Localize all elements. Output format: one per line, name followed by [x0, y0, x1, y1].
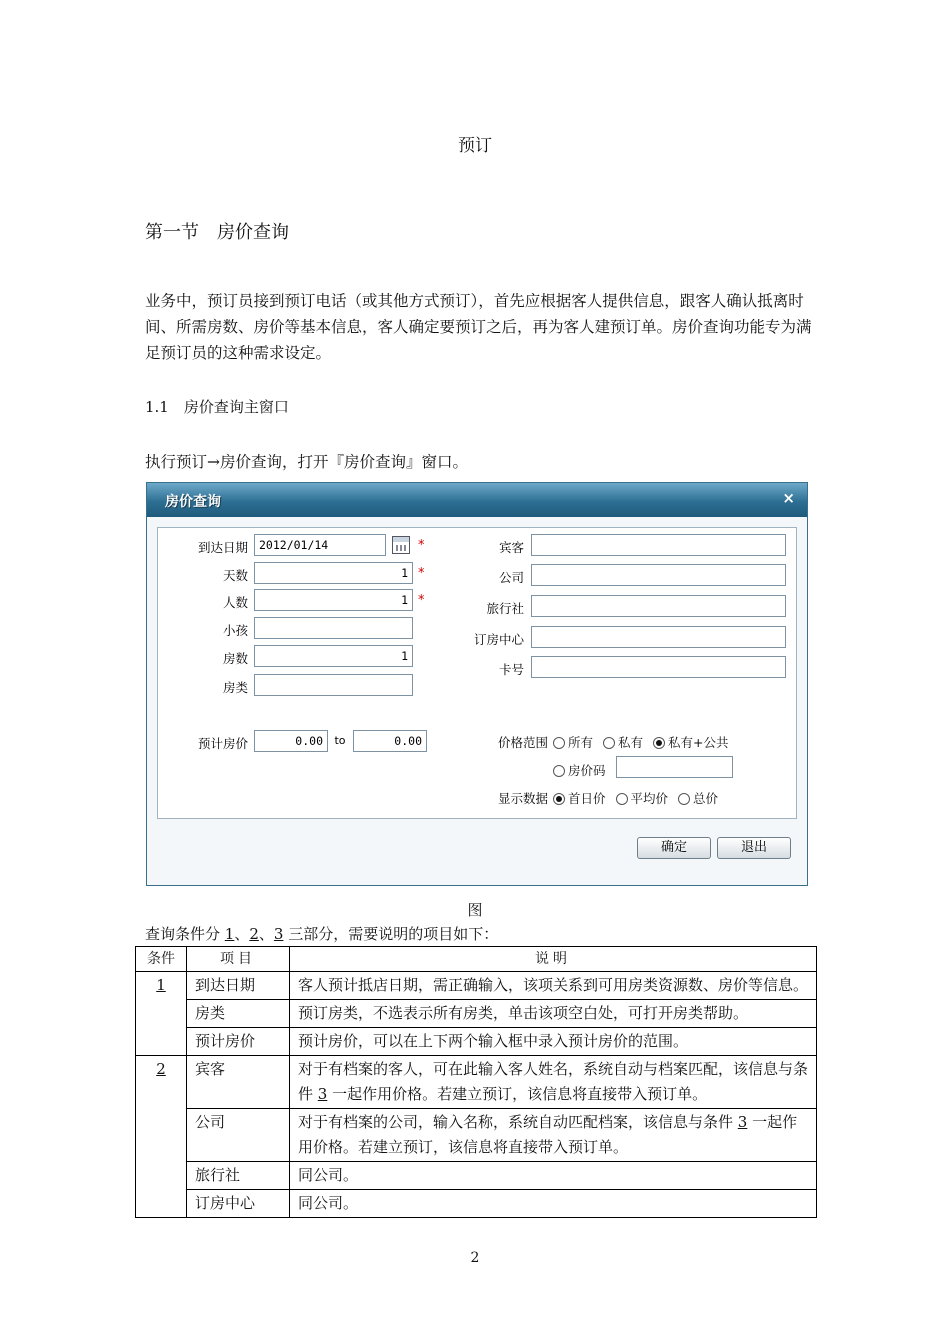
card-number-label: 卡号 [498, 662, 524, 677]
travel-agency-label: 旅行社 [486, 601, 524, 616]
dialog-body [147, 517, 807, 885]
item-cell: 订房中心 [187, 1190, 290, 1218]
rooms-input[interactable]: 1 [254, 645, 413, 667]
instruction-text: 执行预订→房价查询，打开『房价查询』窗口。 [145, 453, 468, 471]
description-cell: 预订房类，不选表示所有房类，单击该项空白处，可打开房类帮助。 [290, 1000, 817, 1028]
description-cell: 预计房价，可以在上下两个输入框中录入预计房价的范围。 [290, 1028, 817, 1056]
table-row [136, 1109, 817, 1162]
subsection-heading: 1.1 房价查询主窗口 [145, 398, 289, 416]
item-cell: 旅行社 [187, 1162, 290, 1190]
radio-icon [553, 737, 565, 749]
children-label: 小孩 [222, 623, 248, 638]
calendar-icon[interactable] [392, 536, 410, 554]
arrival-date-label: 到达日期 [197, 540, 248, 555]
days-input[interactable]: 1 [254, 562, 413, 584]
header-item: 项目 [187, 947, 290, 972]
condition-ref-2: 2 [249, 925, 259, 943]
header-description: 说明 [290, 947, 817, 972]
table-row [136, 1000, 817, 1028]
display-total-option[interactable]: 总价 [678, 791, 718, 806]
price-range-private-option[interactable]: 私有 [603, 735, 643, 750]
radio-icon [678, 793, 690, 805]
description-cell: 同公司。 [290, 1162, 817, 1190]
display-data-group [553, 789, 724, 807]
description-table [135, 946, 817, 1218]
rooms-label: 房数 [222, 651, 248, 666]
condition-cell: 2 [136, 1056, 187, 1218]
close-icon[interactable]: × [782, 489, 795, 507]
item-cell: 宾客 [187, 1056, 290, 1109]
price-range-label: 价格范围 [497, 735, 548, 750]
radio-icon [553, 765, 565, 777]
item-cell: 公司 [187, 1109, 290, 1162]
table-row [136, 1190, 817, 1218]
rate-query-dialog [146, 482, 808, 886]
price-from-input[interactable]: 0.00 [254, 730, 328, 752]
page-number: 2 [470, 1250, 480, 1266]
item-cell: 预计房价 [187, 1028, 290, 1056]
description-cell: 对于有档案的公司，输入名称，系统自动匹配档案，该信息与条件 3 一起作用价格。若建立预订，该信息将直接带入预订单。 [290, 1109, 817, 1162]
price-range-group [553, 733, 734, 751]
table-intro: 查询条件分 1、2、3 三部分，需要说明的项目如下： [145, 925, 499, 943]
table-row [136, 1056, 817, 1109]
required-mark: * [418, 566, 425, 581]
condition-ref-1: 1 [224, 925, 235, 943]
guest-label: 宾客 [498, 540, 524, 555]
dialog-title: 房价查询 [165, 494, 221, 510]
company-label: 公司 [498, 570, 524, 585]
radio-selected-icon [653, 737, 665, 749]
persons-input[interactable]: 1 [254, 589, 413, 611]
figure-caption: 图 [467, 901, 483, 919]
display-data-label: 显示数据 [497, 791, 548, 806]
table-header-row [136, 947, 817, 972]
section-heading: 第一节 房价查询 [145, 222, 289, 243]
room-type-input[interactable] [254, 674, 413, 696]
document-title: 预订 [458, 136, 492, 156]
radio-selected-icon [553, 793, 565, 805]
description-cell: 对于有档案的客人，可在此输入客人姓名，系统自动与档案匹配，该信息与条件 3 一起作用价格。若建立预订，该信息将直接带入预订单。 [290, 1056, 817, 1109]
price-range-private-public-option[interactable]: 私有+公共 [653, 735, 728, 750]
exit-button[interactable]: 退出 [717, 837, 791, 859]
card-number-input[interactable] [531, 656, 786, 678]
table-row [136, 972, 817, 1000]
required-mark: * [418, 538, 425, 553]
guest-input[interactable] [531, 534, 786, 556]
table-row [136, 1028, 817, 1056]
intro-paragraph: 业务中，预订员接到预订电话（或其他方式预订），首先应根据客人提供信息，跟客人确认抵离时间、所需房数、房价等基本信息，客人确定要预订之后，再为客人建预订单。房价查询功能专为满足预订员的这种需求设定。 [145, 292, 812, 362]
price-to-input[interactable]: 0.00 [353, 730, 427, 752]
arrival-date-input[interactable]: 2012/01/14 [254, 534, 386, 556]
display-average-option[interactable]: 平均价 [616, 791, 669, 806]
price-range-all-option[interactable]: 所有 [553, 735, 593, 750]
days-label: 天数 [222, 568, 248, 583]
ok-button[interactable]: 确定 [637, 837, 711, 859]
item-cell: 房类 [187, 1000, 290, 1028]
booking-center-input[interactable] [531, 626, 786, 648]
company-input[interactable] [531, 564, 786, 586]
condition-ref-3: 3 [273, 925, 284, 943]
condition-cell: 1 [136, 972, 187, 1056]
travel-agency-input[interactable] [531, 595, 786, 617]
rate-code-option[interactable]: 房价码 [553, 761, 606, 779]
description-cell: 同公司。 [290, 1190, 817, 1218]
booking-center-label: 订房中心 [473, 632, 524, 647]
required-mark: * [418, 593, 425, 608]
children-input[interactable] [254, 617, 413, 639]
dialog-titlebar [147, 483, 807, 517]
radio-icon [603, 737, 615, 749]
item-cell: 到达日期 [187, 972, 290, 1000]
description-cell: 客人预计抵店日期，需正确输入，该项关系到可用房类资源数、房价等信息。 [290, 972, 817, 1000]
header-condition: 条件 [136, 947, 187, 972]
price-estimate-label: 预计房价 [197, 736, 248, 751]
persons-label: 人数 [222, 595, 248, 610]
radio-icon [616, 793, 628, 805]
query-panel [157, 527, 797, 819]
table-row [136, 1162, 817, 1190]
price-to-label: to [334, 734, 346, 747]
display-first-day-option[interactable]: 首日价 [553, 791, 606, 806]
room-type-label: 房类 [222, 680, 248, 695]
rate-code-input[interactable] [616, 756, 733, 778]
